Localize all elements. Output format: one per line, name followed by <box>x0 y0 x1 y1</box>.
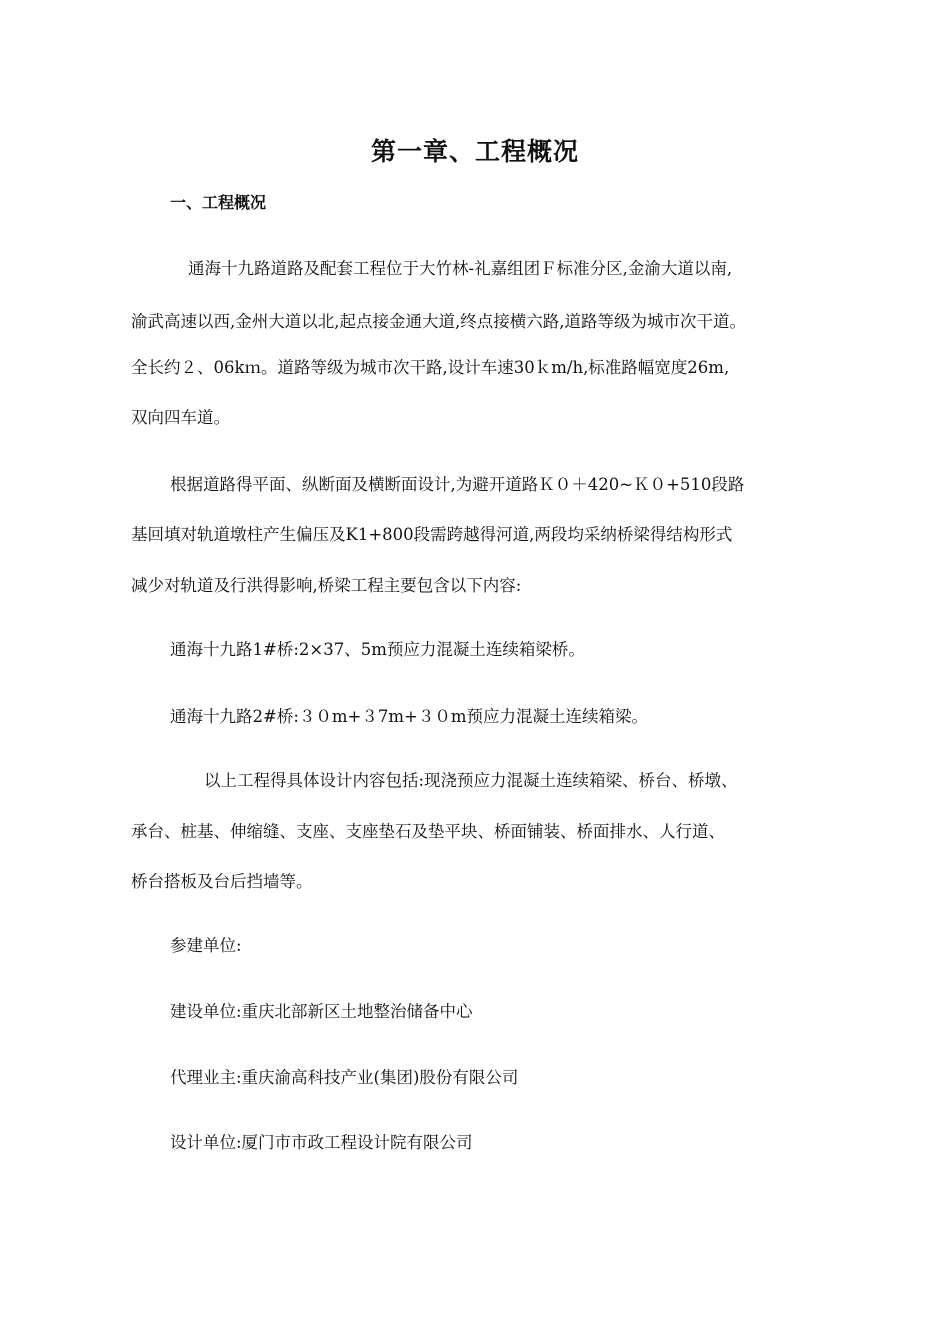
chapter-title: 第一章、工程概况 <box>370 137 579 166</box>
paragraph-3-line-3: 桥台搭板及台后挡墙等。 <box>131 872 313 891</box>
paragraph-1-line-2: 渝武高速以西,金州大道以北,起点接金通大道,终点接横六路,道路等级为城市次干道。 <box>131 312 746 331</box>
construction-unit: 建设单位:重庆北部新区土地整治储备中心 <box>170 1002 473 1021</box>
bridge-1-text: 通海十九路1#桥:2×37、5m预应力混凝土连续箱梁桥。 <box>170 640 585 659</box>
agent-owner: 代理业主:重庆渝高科技产业(集团)股份有限公司 <box>170 1068 519 1087</box>
paragraph-1-line-3: 全长约２、06kｍ。道路等级为城市次干路,设计车速30ｋm/h,标准路幅宽度26m, <box>131 358 730 377</box>
paragraph-3-line-2: 承台、桩基、伸缩缝、支座、支座垫石及垫平块、桥面铺装、桥面排水、人行道、 <box>131 822 725 841</box>
paragraph-2-line-3: 减少对轨道及行洪得影响,桥梁工程主要包含以下内容: <box>131 576 522 595</box>
participants-label: 参建单位: <box>170 936 242 955</box>
section-heading: 一、工程概况 <box>170 193 267 212</box>
design-unit: 设计单位:厦门市市政工程设计院有限公司 <box>170 1133 473 1152</box>
paragraph-3-line-1: 以上工程得具体设计内容包括:现浇预应力混凝土连续箱梁、桥台、桥墩、 <box>204 771 738 790</box>
paragraph-1-line-4: 双向四车道。 <box>131 408 230 427</box>
paragraph-2-line-2: 基回填对轨道墩柱产生偏压及K1+800段需跨越得河道,两段均采纳桥梁得结构形式 <box>131 525 733 544</box>
paragraph-2-line-1: 根据道路得平面、纵断面及横断面设计,为避开道路Ｋ０＋420~Ｋ０+510段路 <box>170 475 745 494</box>
paragraph-1-line-1: 通海十九路道路及配套工程位于大竹林-礼嘉组团Ｆ标准分区,金渝大道以南, <box>188 259 733 278</box>
bridge-2-text: 通海十九路2#桥:３０m+３7m+３０m预应力混凝土连续箱梁。 <box>170 707 648 726</box>
